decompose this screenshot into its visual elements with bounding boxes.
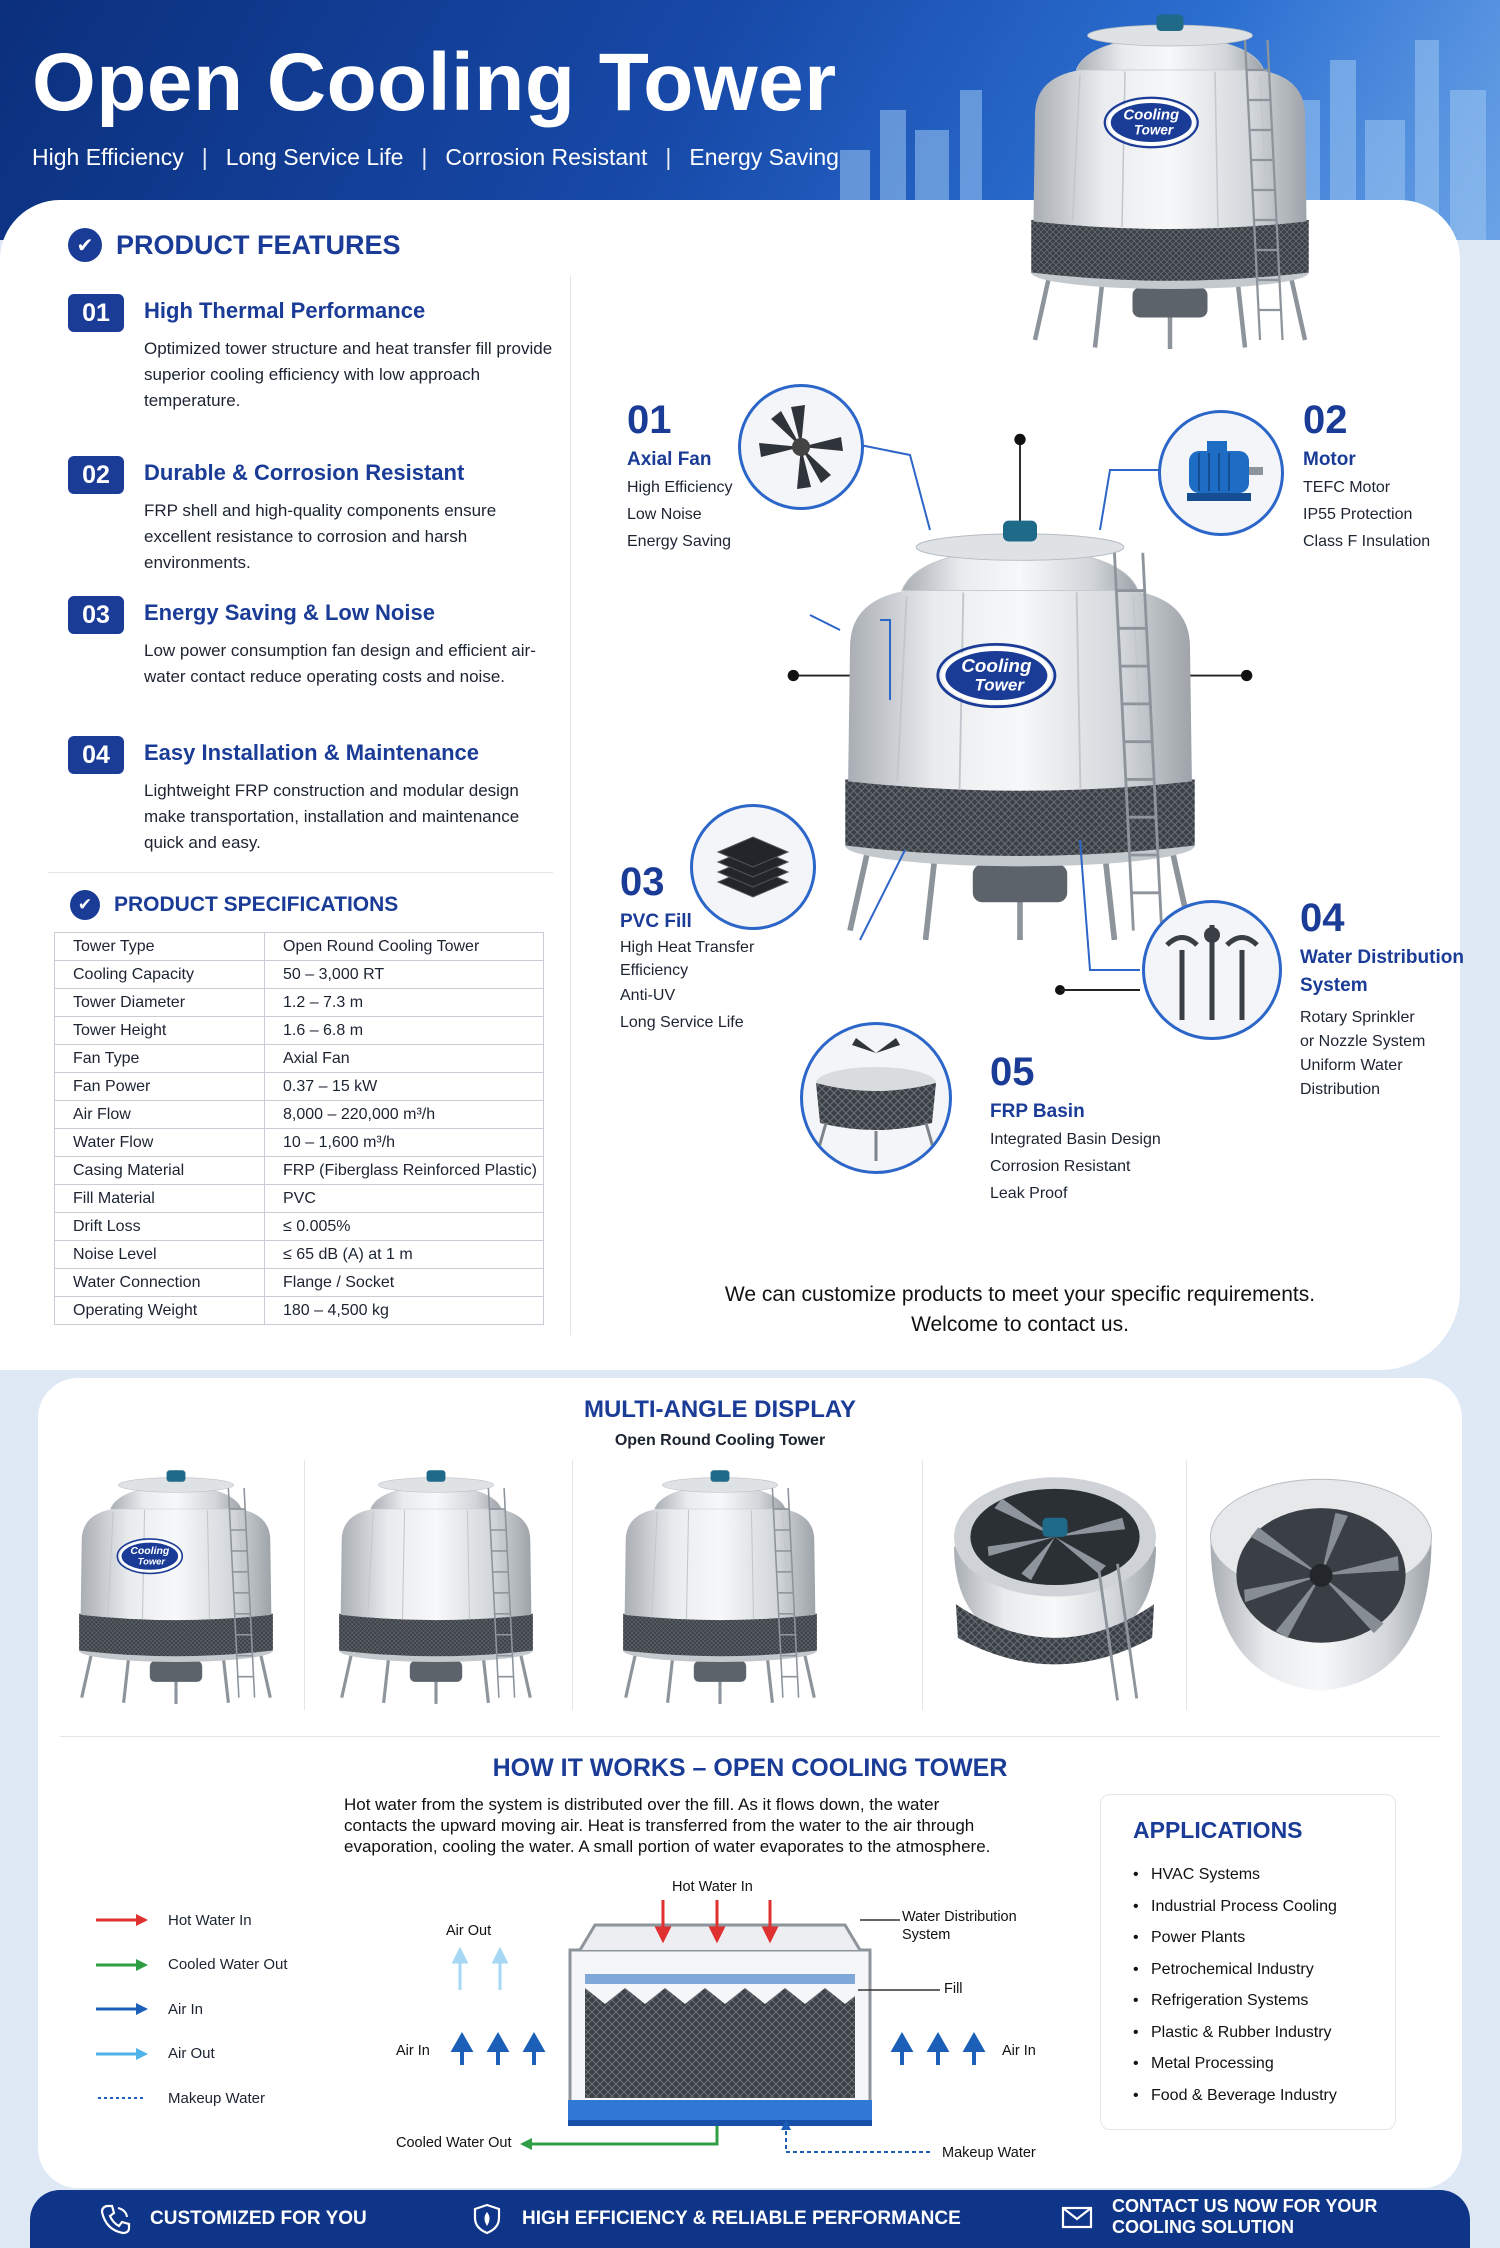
component-name: System [1300,975,1368,996]
motor-bubble [1158,410,1284,536]
component-detail: Uniform Water [1300,1057,1403,1074]
legend-label: Air In [168,2000,204,2018]
component-detail: Corrosion Resistant [990,1158,1131,1175]
feature-title: High Thermal Performance [144,298,426,323]
component-detail: Low Noise [627,506,702,523]
application-item: • Industrial Process Cooling [1151,1891,1337,1923]
spec-value: Open Round Cooling Tower [265,933,544,961]
feature-description: Lightweight FRP construction and modular design make transportation, installation and maintenance quick and easy. [144,781,520,852]
spec-value: 10 – 1,600 m³/h [265,1129,544,1157]
feature-description: Low power consumption fan design and efficient air-water contact reduce operating costs and noise. [144,641,536,686]
spec-value: 1.2 – 7.3 m [265,989,544,1017]
component-detail: Class F Insulation [1303,533,1431,550]
application-item: • Plastic & Rubber Industry [1151,2017,1337,2049]
component-detail: Leak Proof [990,1185,1068,1202]
basin-icon [806,1033,946,1163]
applications-title: APPLICATIONS [1133,1817,1303,1843]
component-detail: Efficiency [620,962,689,979]
feature-description: Optimized tower structure and heat transfer fill provide superior cooling efficiency with low approach temperature. [144,339,553,410]
spec-value: 0.37 – 15 kW [265,1073,544,1101]
tower-view-top-angle [940,1460,1170,1710]
spec-label: Casing Material [55,1157,265,1185]
feature-title: Easy Installation & Maintenance [144,740,479,765]
applications-card [1100,1794,1396,2130]
spec-value: ≤ 0.005% [265,1213,544,1241]
spec-label: Fan Type [55,1045,265,1073]
feature-item [68,596,548,716]
spec-label: Noise Level [55,1241,265,1269]
flow-legend [96,1898,288,2121]
component-number: 05 [990,1050,1035,1094]
application-item: • Food & Beverage Industry [1151,2080,1337,2112]
component-detail: Distribution [1300,1081,1381,1098]
customize-message [620,1280,1420,1340]
feature-title: Durable & Corrosion Resistant [144,460,465,485]
spec-value: Flange / Socket [265,1269,544,1297]
diagram-label-air-out: Air Out [446,1923,492,1939]
component-name: Axial Fan [627,449,712,470]
component-detail: High Heat Transfer [620,939,755,956]
spec-label: Water Flow [55,1129,265,1157]
application-item: • HVAC Systems [1151,1859,1337,1891]
component-name: PVC Fill [620,911,692,932]
feature-number: 02 [68,456,124,494]
component-number: 02 [1303,398,1348,442]
application-item: • Power Plants [1151,1922,1337,1954]
tagline [32,144,839,171]
diagram-label-makeup-water: Makeup Water [942,2145,1036,2161]
spec-label: Air Flow [55,1101,265,1129]
legend-label: Makeup Water [168,2089,265,2107]
divider [48,872,553,873]
multi-angle-subtitle: Open Round Cooling Tower [614,1432,826,1449]
logo-text: Tower [974,675,1024,695]
divider [572,1460,573,1710]
spec-row [55,1185,544,1213]
application-item: • Metal Processing [1151,2048,1337,2080]
logo-text: Cooling [1123,106,1180,124]
spec-value: 180 – 4,500 kg [265,1297,544,1325]
hero-tower-image [1010,10,1330,355]
spec-value: 8,000 – 220,000 m³/h [265,1101,544,1129]
tower-view-side [326,1460,546,1710]
spec-value: ≤ 65 dB (A) at 1 m [265,1241,544,1269]
footer-text: CONTACT US NOW FOR YOUR [1112,2196,1378,2216]
diagram-label-cooled-water-out: Cooled Water Out [396,2135,512,2151]
component-motor [1303,398,1430,555]
spec-row [55,1129,544,1157]
blue-arrow-icon [96,2002,148,2016]
legend-item [96,2032,288,2077]
legend-item [96,1898,288,1943]
component-detail: Energy Saving [627,533,732,550]
component-detail: Long Service Life [620,1014,744,1031]
spec-row [55,961,544,989]
spec-label: Fan Power [55,1073,265,1101]
spec-table [54,932,544,1325]
footer-text: CUSTOMIZED FOR YOU [150,2208,367,2229]
logo-text: Cooling [130,1546,170,1558]
spec-label: Operating Weight [55,1297,265,1325]
shield-icon [470,2202,504,2236]
footer-text: HIGH EFFICIENCY & RELIABLE PERFORMANCE [522,2208,961,2229]
logo-text: Cooling [961,655,1032,677]
spec-row [55,933,544,961]
spec-value: 1.6 – 6.8 m [265,1017,544,1045]
mail-icon [1060,2200,1094,2234]
applications-list [1151,1859,1337,2111]
legend-label: Hot Water In [168,1911,252,1929]
spec-label: Tower Height [55,1017,265,1045]
spec-label: Fill Material [55,1185,265,1213]
spec-value: Axial Fan [265,1045,544,1073]
tower-view-back [610,1460,830,1710]
feature-number: 03 [68,596,124,634]
component-detail: TEFC Motor [1303,479,1391,496]
spec-label: Tower Diameter [55,989,265,1017]
spec-row [55,1017,544,1045]
feature-number: 01 [68,294,124,332]
feature-item [68,456,548,576]
diagram-label-air-in: Air In [1002,2043,1036,2059]
phone-icon [98,2202,132,2236]
tagline-separator: | [201,144,208,170]
sprinkler-icon [1157,915,1267,1025]
legend-item [96,2076,288,2121]
legend-label: Cooled Water Out [168,1956,288,1974]
diagram-label-water-distribution: Water Distribution System [902,1909,1017,1943]
specs-heading-text: PRODUCT SPECIFICATIONS [114,893,399,916]
logo-text: Tower [1133,122,1174,138]
component-number: 01 [627,398,672,442]
feature-item [68,736,548,856]
multi-angle-title: MULTI-ANGLE DISPLAY [583,1396,856,1423]
check-circle-icon: ✔ [70,890,100,920]
tagline-item: Energy Saving [689,144,839,170]
motor-icon [1171,433,1271,513]
footer-customized[interactable] [98,2202,367,2236]
component-detail: Anti-UV [620,987,676,1004]
divider [922,1460,923,1710]
spec-row [55,1157,544,1185]
diagram-label-air-in: Air In [396,2043,430,2059]
component-detail: High Efficiency [627,479,733,496]
component-number: 04 [1300,896,1345,940]
footer-bar [30,2190,1470,2248]
diagram-label-fill: Fill [944,1981,963,1997]
component-name: Motor [1303,449,1356,470]
specs-heading [70,890,398,920]
component-detail: Integrated Basin Design [990,1131,1161,1148]
application-item: • Petrochemical Industry [1151,1954,1337,1986]
feature-description: FRP shell and high-quality components ensure excellent resistance to corrosion and harsh environments. [144,501,497,572]
customize-message-line: We can customize products to meet your specific requirements. [724,1283,1316,1306]
component-detail: IP55 Protection [1303,506,1413,523]
how-it-works-title: HOW IT WORKS – OPEN COOLING TOWER [492,1754,1008,1782]
component-axial-fan [627,398,733,555]
feature-title: Energy Saving & Low Noise [144,600,435,625]
component-pvc-fill [620,860,754,1036]
tagline-separator: | [421,144,428,170]
spec-row [55,1073,544,1101]
water-distribution-bubble [1142,900,1282,1040]
tagline-separator: | [665,144,672,170]
spec-row [55,1213,544,1241]
spec-value: PVC [265,1185,544,1213]
component-detail: or Nozzle System [1300,1033,1426,1050]
logo-text: Tower [137,1555,166,1567]
spec-row [55,1241,544,1269]
how-it-works-description: Hot water from the system is distributed over the fill. As it flows down, the water contacts the upward moving air. Heat is transferred from the water to the air through evaporation, cooling the water. A small portion of water evaporates to the atmosphere. [344,1795,991,1856]
spec-label: Tower Type [55,933,265,961]
tower-view-interior [1196,1460,1446,1710]
component-water-distribution [1300,896,1464,1102]
feature-number: 04 [68,736,124,774]
axial-fan-icon [751,397,851,497]
features-heading-text: PRODUCT FEATURES [116,229,401,260]
component-name: Water Distribution [1300,947,1464,968]
component-name: FRP Basin [990,1101,1085,1122]
footer-text: COOLING SOLUTION [1112,2217,1294,2237]
divider [304,1460,305,1710]
spec-label: Cooling Capacity [55,961,265,989]
check-circle-icon: ✔ [68,228,102,262]
spec-label: Water Connection [55,1269,265,1297]
tagline-item: Corrosion Resistant [445,144,648,170]
feature-item [68,294,553,414]
features-heading [68,228,401,262]
footer-contact[interactable] [1060,2196,1377,2238]
spec-row [55,989,544,1017]
frp-basin-bubble [800,1022,952,1174]
spec-row [55,1269,544,1297]
component-detail: Rotary Sprinkler [1300,1009,1415,1026]
component-frp-basin [990,1050,1161,1207]
divider [1186,1460,1187,1710]
footer-efficiency[interactable] [470,2202,961,2236]
component-number: 03 [620,860,665,904]
tagline-item: High Efficiency [32,144,184,170]
axial-fan-bubble [738,384,864,510]
green-arrow-icon [96,1958,148,1972]
divider [60,1736,1440,1737]
spec-row [55,1297,544,1325]
spec-row [55,1045,544,1073]
legend-item [96,1987,288,2032]
spec-row [55,1101,544,1129]
tagline-item: Long Service Life [225,144,404,170]
application-item: • Refrigeration Systems [1151,1985,1337,2017]
light-blue-arrow-icon [96,2047,148,2061]
spec-value: FRP (Fiberglass Reinforced Plastic) [265,1157,544,1185]
legend-label: Air Out [168,2045,215,2063]
customize-message-line: Welcome to contact us. [911,1313,1129,1336]
spec-label: Drift Loss [55,1213,265,1241]
spec-value: 50 – 3,000 RT [265,961,544,989]
diagram-label-hot-water-in: Hot Water In [672,1879,753,1895]
legend-item [96,1943,288,1988]
red-arrow-icon [96,1913,148,1927]
page-title: Open Cooling Tower [32,37,837,128]
tower-view-front [66,1460,286,1710]
dotted-line-icon [96,2091,148,2105]
footer-contact-text [1112,2196,1377,2238]
